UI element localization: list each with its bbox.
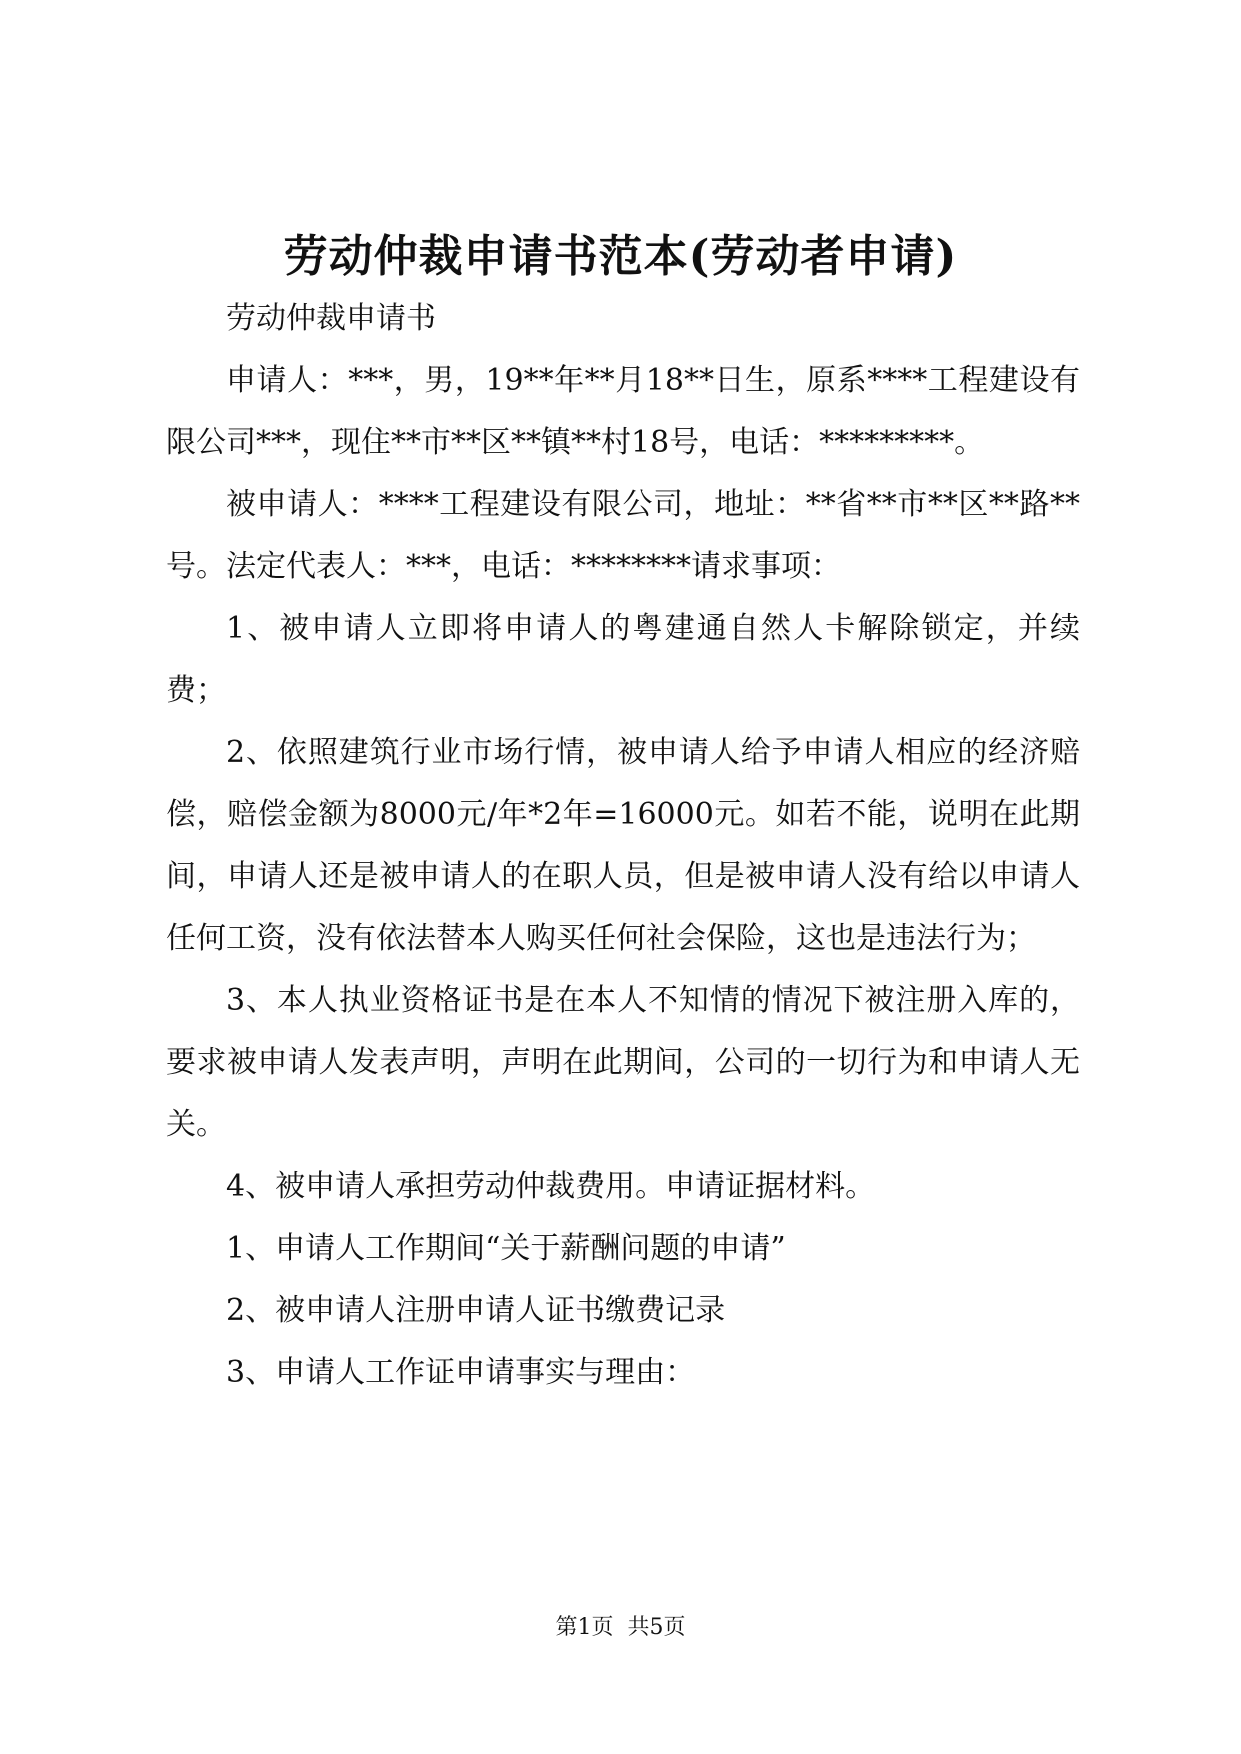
document-title: 劳动仲裁申请书范本(劳动者申请) — [283, 231, 958, 282]
paragraph-evidence-2: 2、被申请人注册申请人证书缴费记录 — [226, 1293, 726, 1328]
paragraph-request-3: 3、本人执业资格证书是在本人不知情的情况下被注册入库的，要求被申请人发表声明，声明在此期间，公司的一切行为和申请人无关。 — [166, 983, 1080, 1142]
page-footer — [0, 1610, 1241, 1641]
paragraph-evidence-1: 1、申请人工作期间“关于薪酬问题的申请” — [226, 1231, 786, 1266]
paragraph-respondent: 被申请人：****工程建设有限公司，地址：**省**市**区**路**号。法定代表人：***，电话：********请求事项： — [166, 487, 1080, 584]
paragraph-request-4: 4、被申请人承担劳动仲裁费用。申请证据材料。 — [226, 1169, 876, 1204]
paragraph-applicant: 申请人：***，男，19**年**月18**日生，原系****工程建设有限公司***，现住**市**区**镇**村18号，电话：*********。 — [166, 363, 1080, 460]
paragraph-request-1: 1、被申请人立即将申请人的粤建通自然人卡解除锁定，并续费； — [166, 611, 1080, 708]
paragraph-evidence-3: 3、申请人工作证申请事实与理由： — [226, 1355, 696, 1390]
paragraph-request-2: 2、依照建筑行业市场行情，被申请人给予申请人相应的经济赔偿，赔偿金额为8000元/年*2年=16000元。如若不能，说明在此期间，申请人还是被申请人的在职人员，但是被申请人没有给以申请人任何工资，没有依法替本人购买任何社会保险，这也是违法行为； — [166, 735, 1080, 956]
paragraph-heading: 劳动仲裁申请书 — [226, 301, 436, 336]
page-number: 第1页 共5页 — [555, 1615, 686, 1640]
document-body — [166, 288, 1080, 1404]
